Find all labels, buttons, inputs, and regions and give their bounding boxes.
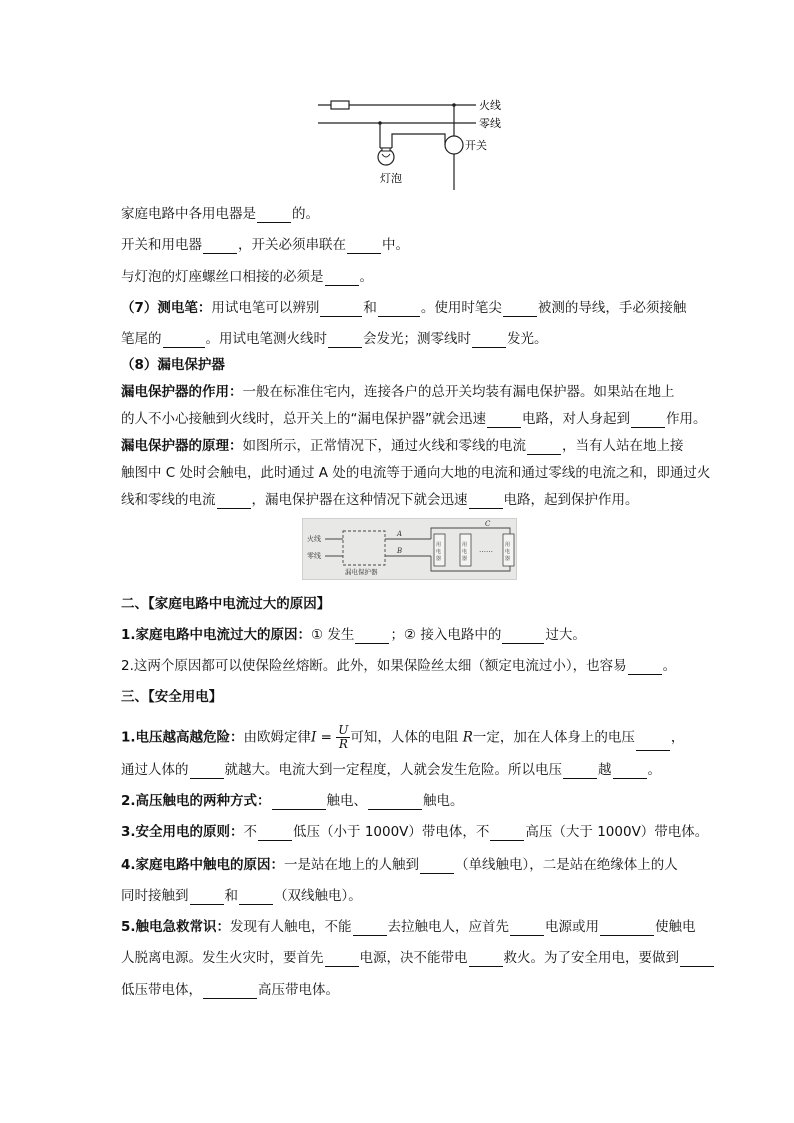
paragraph-voltage-danger-2: 通过人体的 就越大。电流大到一定程度，人就会发生危险。所以电压 越 。	[121, 762, 661, 778]
point-c-label: C	[485, 520, 491, 528]
answer-blank[interactable]	[469, 494, 503, 509]
answer-blank[interactable]	[325, 271, 359, 286]
paragraph-test-pen-2: 笔尾的 。用试电笔测火线时 会发光；测零线时 发光。	[121, 331, 548, 347]
svg-text:电: 电	[462, 549, 468, 555]
heading-leakage-protector: （8）漏电保护器	[121, 357, 225, 373]
paragraph-bulb-socket: 与灯泡的灯座螺丝口相接的必须是 。	[121, 269, 373, 285]
protector-label: 漏电保护器	[345, 568, 378, 576]
svg-text:器: 器	[436, 556, 442, 562]
paragraph-fuse: 2.这两个原因都可以使保险丝熔断。此外，如果保险丝太细（额定电流过小），也容易 。	[121, 658, 677, 674]
section-heading-overcurrent: 二、【家庭电路中电流过大的原因】	[121, 596, 331, 612]
answer-blank[interactable]	[203, 239, 237, 254]
paragraph-protector-principle-2: 触图中 C 处时会触电，此时通过 A 处的电流等于通向大地的电流和通过零线的电流之和，即通过火	[121, 465, 711, 481]
live-wire-label: 火线	[307, 535, 321, 543]
answer-blank[interactable]	[203, 984, 257, 999]
answer-blank[interactable]	[631, 413, 665, 428]
paragraph-protector-principle-3: 线和零线的电流 ，漏电保护器在这种情况下就会迅速 电路，起到保护作用。	[121, 492, 639, 508]
leakage-protector-diagram	[302, 518, 517, 580]
fuse-icon	[331, 101, 349, 109]
paragraph-high-voltage-shock: 2.高压触电的两种方式： 触电、 触电。	[121, 793, 464, 809]
answer-blank[interactable]	[527, 440, 561, 455]
paragraph-test-pen: （7）测电笔：用试电笔可以辨别 和 。使用时笔尖 被测的导线，手必须接触	[121, 300, 687, 316]
ellipsis-label: ……	[479, 546, 493, 554]
answer-blank[interactable]	[190, 890, 224, 905]
ohm-law-fraction: $\frac{U}{R}$	[338, 723, 349, 751]
bulb-label: 灯泡	[380, 172, 402, 185]
household-circuit-diagram	[316, 96, 516, 192]
paragraph-switch: 开关和用电器 ，开关必须串联在 中。	[121, 237, 409, 253]
answer-blank[interactable]	[353, 921, 387, 936]
svg-text:用: 用	[505, 542, 511, 548]
answer-blank[interactable]	[272, 795, 326, 810]
answer-blank[interactable]	[217, 494, 251, 509]
answer-blank[interactable]	[257, 208, 291, 223]
svg-text:器: 器	[462, 556, 468, 562]
section-heading-safety: 三、【安全用电】	[121, 689, 223, 705]
paragraph-protector-function-2: 的人不小心接触到火线时，总开关上的“漏电保护器”就会迅速 电路，对人身起到 作用。	[121, 411, 707, 427]
answer-blank[interactable]	[510, 921, 544, 936]
switch-label: 开关	[465, 139, 487, 152]
protector-box	[343, 531, 385, 565]
svg-text:用: 用	[462, 542, 468, 548]
paragraph-shock-causes-2: 同时接触到 和 （双线触电）。	[121, 888, 362, 904]
answer-blank[interactable]	[613, 764, 647, 779]
answer-blank[interactable]	[368, 795, 422, 810]
svg-text:电: 电	[436, 549, 442, 555]
neutral-wire-label: 零线	[479, 117, 501, 130]
neutral-wire-label: 零线	[307, 552, 321, 560]
answer-blank[interactable]	[163, 333, 205, 348]
answer-blank[interactable]	[347, 239, 381, 254]
answer-blank[interactable]	[239, 890, 273, 905]
answer-blank[interactable]	[600, 921, 654, 936]
svg-text:器: 器	[505, 556, 511, 562]
answer-blank[interactable]	[628, 660, 662, 675]
live-wire-label: 火线	[479, 99, 501, 112]
answer-blank[interactable]	[490, 826, 524, 841]
answer-blank[interactable]	[469, 952, 503, 967]
paragraph-first-aid-3: 低压带电体， 高压带电体。	[121, 982, 339, 998]
paragraph-shock-causes: 4.家庭电路中触电的原因：一是站在地上的人触到 （单线触电），二是站在绝缘体上的人	[121, 857, 678, 873]
answer-blank[interactable]	[355, 629, 389, 644]
switch-icon	[445, 136, 463, 154]
answer-blank[interactable]	[487, 413, 521, 428]
answer-blank[interactable]	[258, 826, 292, 841]
paragraph-safety-principle: 3.安全用电的原则：不 低压（小于 1000V）带电体，不 高压（大于 1000V）带电体。	[121, 824, 709, 840]
point-a-label: A	[397, 530, 403, 538]
answer-blank[interactable]	[190, 764, 224, 779]
answer-blank[interactable]	[563, 764, 597, 779]
answer-blank[interactable]	[472, 333, 506, 348]
paragraph-first-aid-2: 人脱离电源。发生火灾时，要首先 电源，决不能带电 救火。为了安全用电，要做到	[121, 949, 696, 967]
answer-blank[interactable]	[325, 952, 359, 967]
answer-blank[interactable]	[680, 952, 714, 967]
paragraph-protector-function: 漏电保护器的作用：一般在标准住宅内，连接各户的总开关均装有漏电保护器。如果站在地上	[121, 384, 675, 400]
paragraph-parallel: 家庭电路中各用电器是 的。	[121, 206, 319, 222]
paragraph-first-aid: 5.触电急救常识：发现有人触电，不能 去拉触电人，应首先 电源或用 使触电	[121, 919, 696, 935]
paragraph-overcurrent-causes: 1.家庭电路中电流过大的原因：① 发生 ；② 接入电路中的 过大。	[121, 627, 586, 643]
svg-text:电: 电	[505, 549, 511, 555]
paragraph-protector-principle: 漏电保护器的原理：如图所示，正常情况下，通过火线和零线的电流 ，当有人站在地上接	[121, 438, 684, 454]
answer-blank[interactable]	[502, 629, 544, 644]
point-b-label: B	[397, 547, 403, 555]
answer-blank[interactable]	[378, 302, 420, 317]
answer-blank[interactable]	[503, 302, 537, 317]
svg-text:用: 用	[436, 542, 442, 548]
answer-blank[interactable]	[636, 736, 670, 751]
answer-blank[interactable]	[328, 333, 362, 348]
answer-blank[interactable]	[320, 302, 362, 317]
answer-blank[interactable]	[420, 859, 454, 874]
paragraph-voltage-danger: 1.电压越高越危险：由欧姆定律I = $\frac{U}{R}$ 可知，人体的电阻 R一定，加在人体身上的电压 ，	[121, 723, 685, 751]
